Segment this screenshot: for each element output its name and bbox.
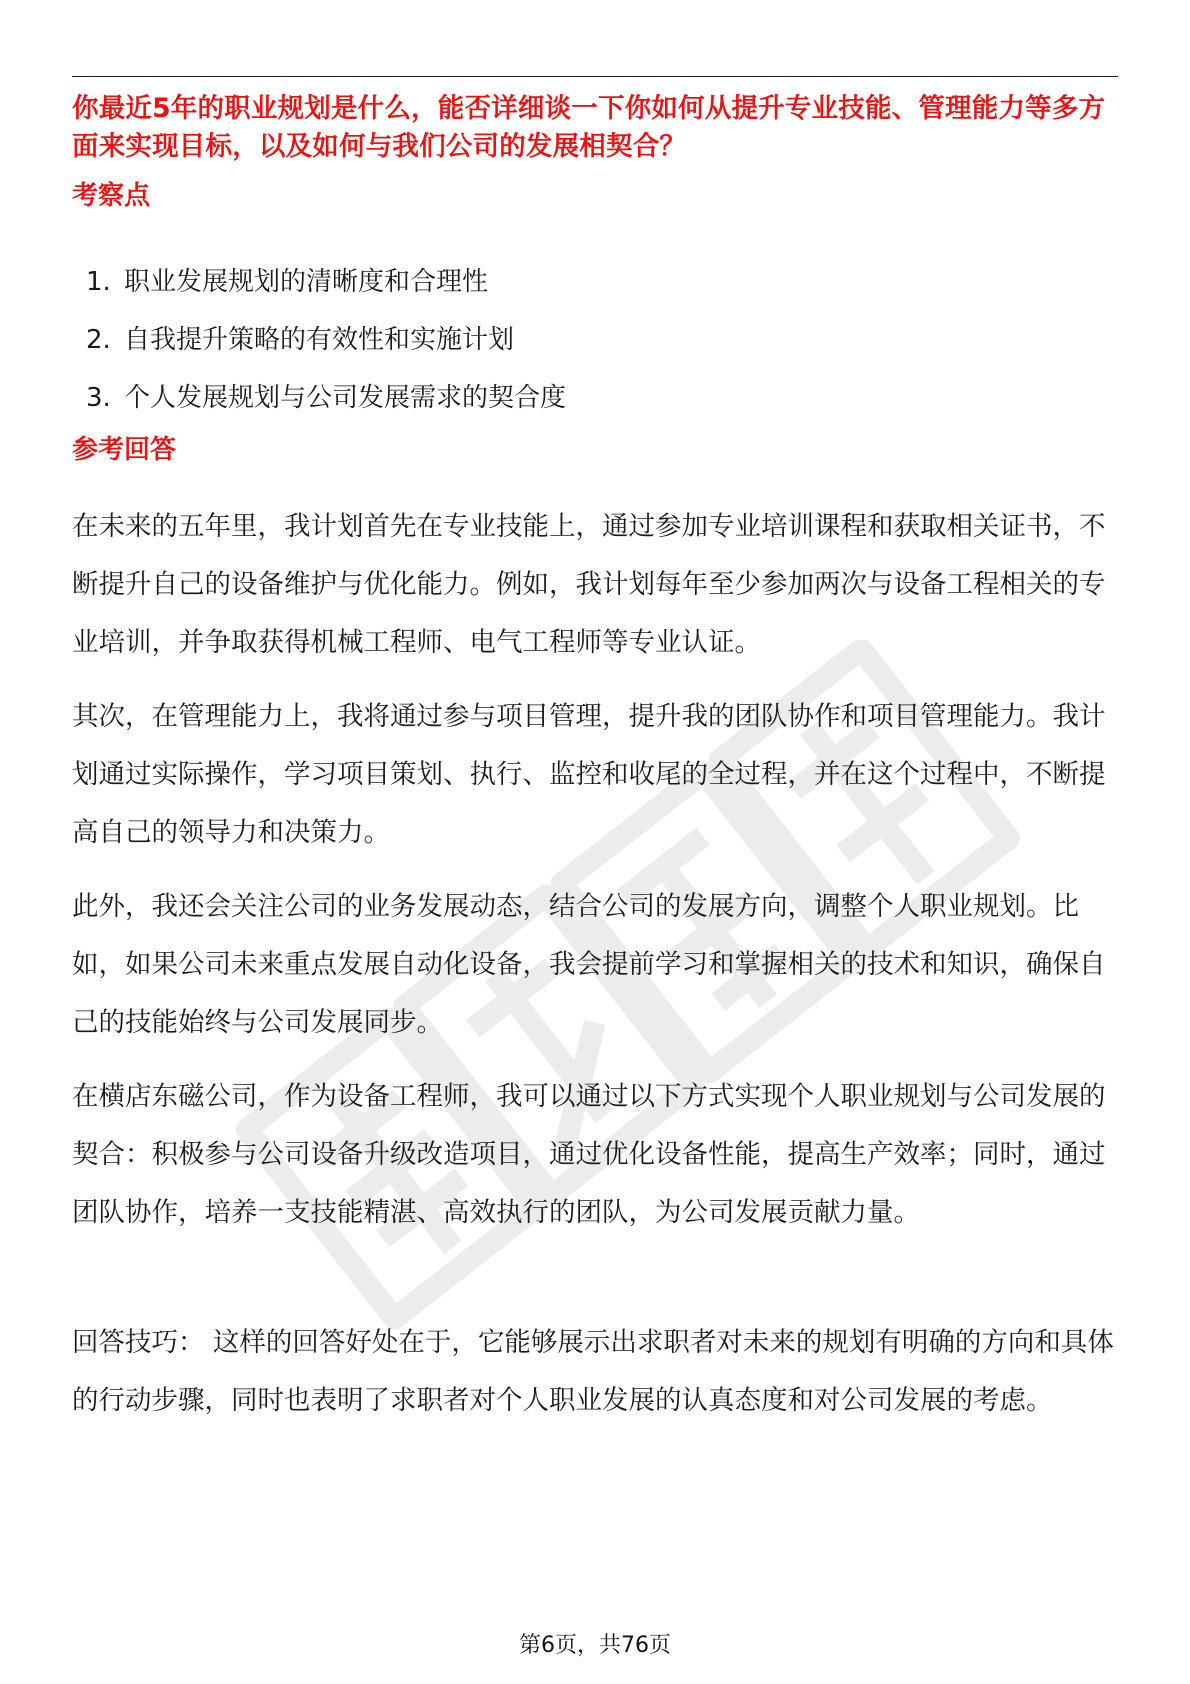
question-heading: 你最近5年的职业规划是什么，能否详细谈一下你如何从提升专业技能、管理能力等多方面来实现目标，以及如何与我们公司的发展相契合？: [72, 93, 1106, 162]
list-item-number: 3.: [86, 383, 111, 413]
list-item-number: 2.: [86, 325, 111, 355]
section-title-points: 考察点: [72, 181, 151, 211]
list-item: [72, 320, 566, 378]
answer-paragraph: 在未来的五年里，我计划首先在专业技能上，通过参加专业培训课程和获取相关证书，不断提升自己的设备维护与优化能力。例如，我计划每年至少参加两次与设备工程相关的专业培训，并争取获得机械工程师、电气工程师等专业认证。: [72, 511, 1106, 658]
list-item-text: 职业发展规划的清晰度和合理性: [124, 267, 489, 297]
answer-paragraph: 此外，我还会关注公司的业务发展动态，结合公司的发展方向，调整个人职业规划。比如，如果公司未来重点发展自动化设备，我会提前学习和掌握相关的技术和知识，确保自己的技能始终与公司发展同步。: [72, 891, 1106, 1038]
evaluation-points-list: [72, 262, 566, 436]
answer-paragraph: 其次，在管理能力上，我将通过参与项目管理，提升我的团队协作和项目管理能力。我计划通过实际操作，学习项目策划、执行、监控和收尾的全过程，并在这个过程中，不断提高自己的领导力和决策力。: [72, 701, 1106, 848]
list-item-text: 自我提升策略的有效性和实施计划: [124, 325, 515, 355]
list-item-number: 1.: [86, 267, 111, 297]
list-item: [72, 262, 566, 320]
answer-tips-paragraph: 回答技巧： 这样的回答好处在于，它能够展示出求职者对未来的规划有明确的方向和具体的行动步骤，同时也表明了求职者对个人职业发展的认真态度和对公司发展的考虑。: [72, 1327, 1114, 1416]
page-number-footer: 第6页，共76页: [519, 1633, 671, 1658]
list-item-text: 个人发展规划与公司发展需求的契合度: [124, 383, 567, 413]
list-item: [72, 378, 566, 436]
header-divider: [72, 76, 1118, 77]
section-title-answer: 参考回答: [72, 435, 177, 465]
answer-paragraph: 在横店东磁公司，作为设备工程师，我可以通过以下方式实现个人职业规划与公司发展的契合：积极参与公司设备升级改造项目，通过优化设备性能，提高生产效率；同时，通过团队协作，培养一支技能精湛、高效执行的团队，为公司发展贡献力量。: [72, 1081, 1106, 1228]
